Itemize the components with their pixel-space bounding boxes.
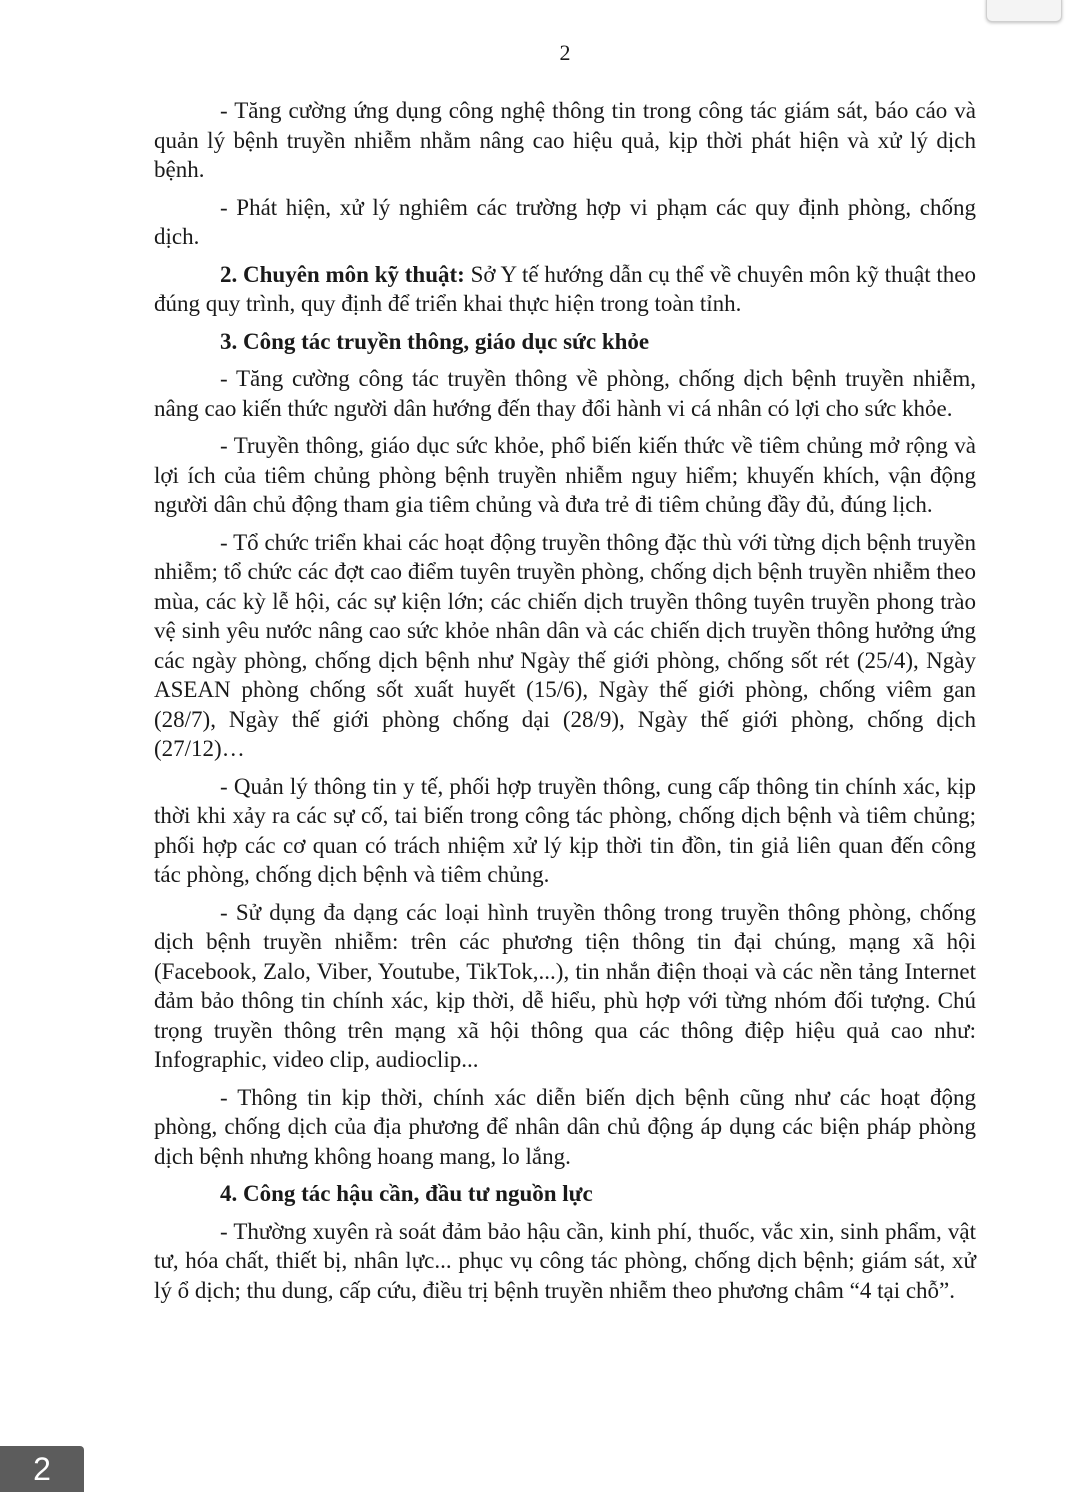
paragraph-media-channels: - Sử dụng đa dạng các loại hình truyền thông trong truyền thông phòng, chống dịch bệnh truyền nhiễm: trên các phương tiện thông tin đại chúng, mạng xã hội (Facebook, Zalo, Viber, Youtube, TikTok,...), tin nhắn điện thoại và các nền tảng Internet đảm bảo thông tin chính xác, kịp thời, dễ hiểu, phù hợp với từng nhóm đối tượng. Chú trọng truyền thông trên mạng xã hội thông qua các thông điệp hiệu quả cao như: Infographic, video clip, audioclip... [154, 899, 976, 1072]
paragraph-it-application: - Tăng cường ứng dụng công nghệ thông tin trong công tác giám sát, báo cáo và quản lý bệnh truyền nhiễm nhằm nâng cao hiệu quả, kịp thời phát hiện và xử lý dịch bệnh. [154, 98, 976, 182]
document-body [154, 96, 976, 1313]
paragraph-campaigns: - Tổ chức triển khai các hoạt động truyền thông đặc thù với từng dịch bệnh truyền nhiễm; tổ chức các đợt cao điểm tuyên truyền phòng, chống dịch bệnh truyền nhiễm theo mùa, các kỳ lễ hội, các sự kiện lớn; các chiến dịch truyền thông tuyên truyền phong trào vệ sinh yêu nước nâng cao sức khỏe nhân dân và các chiến dịch truyền thông hưởng ứng các ngày phòng, chống dịch bệnh như Ngày thế giới phòng, chống sốt rét (25/4), Ngày ASEAN phòng chống sốt xuất huyết (15/6), Ngày thế giới phòng, chống viêm gan (28/7), Ngày thế giới phòng chống dại (28/9), Ngày thế giới phòng, chống dịch (27/12)… [154, 529, 976, 761]
paragraph-information-management: - Quản lý thông tin y tế, phối hợp truyền thông, cung cấp thông tin chính xác, kịp thời khi xảy ra các sự cố, tai biến trong công tác phòng, chống dịch bệnh và tiêm chủng; phối hợp các cơ quan có trách nhiệm xử lý kịp thời tin đồn, tin giả liên quan đến công tác phòng, chống dịch bệnh và tiêm chủng. [154, 773, 976, 887]
paragraph-timely-information: - Thông tin kịp thời, chính xác diễn biến dịch bệnh cũng như các hoạt động phòng, chống dịch của địa phương để nhân dân chủ động áp dụng các biện pháp phòng dịch bệnh nhưng không hoang mang, lo lắng. [154, 1084, 976, 1169]
paragraph-violations: - Phát hiện, xử lý nghiêm các trường hợp vi phạm các quy định phòng, chống dịch. [154, 194, 976, 249]
page-indicator-badge[interactable]: 2 [0, 1446, 84, 1492]
section-4-heading: 4. Công tác hậu cần, đầu tư nguồn lực [220, 1181, 593, 1206]
paragraph-communication: - Tăng cường công tác truyền thông về phòng, chống dịch bệnh truyền nhiễm, nâng cao kiến thức người dân hướng đến thay đổi hành vi cá nhân có lợi cho sức khỏe. [154, 366, 976, 421]
paragraph-technical-expertise: 2. Chuyên môn kỹ thuật: Sở Y tế hướng dẫn cụ thể về chuyên môn kỹ thuật theo đúng quy trình, quy định để triển khai thực hiện trong toàn tỉnh. [154, 261, 977, 316]
window-handle[interactable] [986, 0, 1062, 22]
page-number: 2 [559, 40, 571, 65]
section-2-heading: 2. Chuyên môn kỹ thuật: [220, 261, 465, 287]
paragraph-logistics: - Thường xuyên rà soát đảm bảo hậu cần, kinh phí, thuốc, vắc xin, sinh phẩm, vật tư, hóa chất, thiết bị, nhân lực... phục vụ công tác phòng, chống dịch bệnh; giám sát, xử lý ổ dịch; thu dung, cấp cứu, điều trị bệnh truyền nhiễm theo phương châm “4 tại chỗ”. [154, 1218, 976, 1303]
paragraph-vaccination-education: - Truyền thông, giáo dục sức khỏe, phổ biến kiến thức về tiêm chủng mở rộng và lợi ích của tiêm chủng phòng bệnh truyền nhiễm nguy hiểm; khuyến khích, vận động người dân chủ động tham gia tiêm chủng và đưa trẻ đi tiêm chủng đầy đủ, đúng lịch. [154, 433, 976, 517]
section-3-heading: 3. Công tác truyền thông, giáo dục sức khỏe [220, 328, 650, 354]
